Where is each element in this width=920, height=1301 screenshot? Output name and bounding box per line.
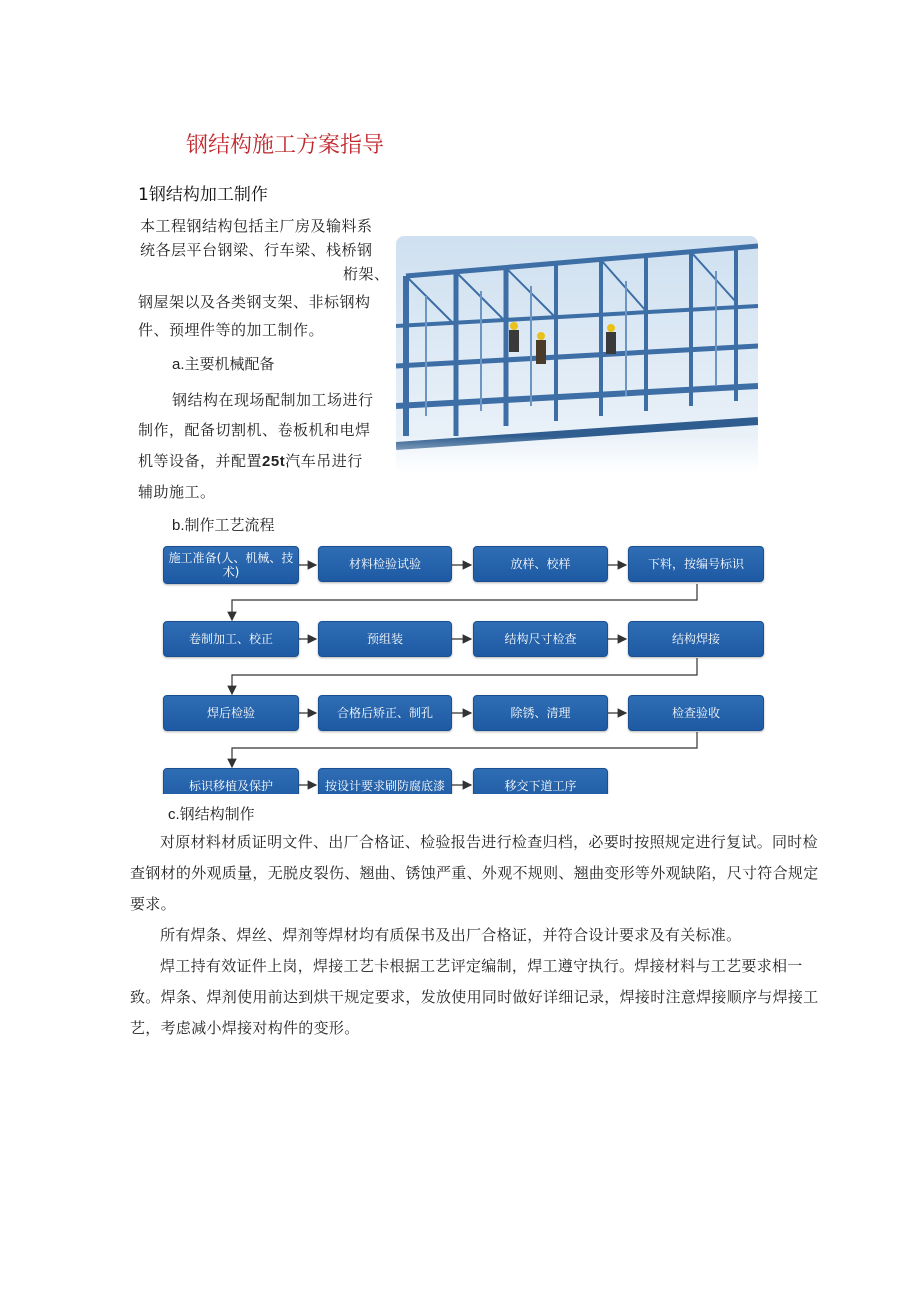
- flow-step-primer-coating: 按设计要求刷防腐底漆: [318, 768, 452, 794]
- subheading-a-label: 主要机械配备: [184, 355, 275, 373]
- flow-step-post-weld-inspection: 焊后检验: [163, 695, 299, 731]
- subheading-b-label: 制作工艺流程: [184, 516, 275, 534]
- flow-step-correction-drilling: 合格后矫正、制孔: [318, 695, 452, 731]
- intro-line-4: 钢屋架以及各类钢支架、非标钢构: [138, 293, 371, 311]
- para-a-line-4: 辅助施工。: [138, 483, 216, 501]
- flow-step-material-test: 材料检验试验: [318, 546, 452, 582]
- subheading-c: [168, 803, 255, 824]
- crane-tonnage: 25t: [262, 453, 286, 470]
- flow-step-preparation: 施工准备(人、机械、技术): [163, 546, 299, 584]
- page-title: 钢结构施工方案指导: [186, 133, 385, 158]
- subheading-b: [172, 514, 275, 535]
- intro-line-1: 本工程钢结构包括主厂房及输料系: [140, 217, 373, 235]
- para-a-line-3: [138, 446, 363, 477]
- intro-line-2: 统各层平台钢梁、行车梁、栈桥钢: [140, 241, 373, 259]
- intro-line-3: 桁架、: [343, 265, 390, 283]
- subheading-c-marker: c.: [168, 806, 180, 823]
- intro-line-5: 件、预埋件等的加工制作。: [138, 321, 325, 339]
- flow-step-layout: 放样、校样: [473, 546, 608, 582]
- flow-step-rolling: 卷制加工、校正: [163, 621, 299, 657]
- paragraph-material-check: 对原材料材质证明文件、出厂合格证、检验报告进行检查归档，必要时按照规定进行复试。同时检查钢材的外观质量，无脱皮裂伤、翘曲、锈蚀严重、外观不规则、翘曲变形等外观缺陷，尺寸符合规定要求。: [130, 833, 819, 913]
- flow-step-acceptance: 检查验收: [628, 695, 764, 731]
- flow-step-marking-protection: 标识移植及保护: [163, 768, 299, 794]
- flow-step-derusting: 除锈、清理: [473, 695, 608, 731]
- paragraph-welder-requirements: 焊工持有效证件上岗，焊接工艺卡根据工艺评定编制，焊工遵守执行。焊接材料与工艺要求相一致。焊条、焊剂使用前达到烘干规定要求，发放使用同时做好详细记录，焊接时注意焊接顺序与焊接工艺，考虑减小焊接对构件的变形。: [130, 957, 819, 1037]
- flow-step-preassembly: 预组装: [318, 621, 452, 657]
- subheading-a: [172, 353, 275, 374]
- flow-step-welding: 结构焊接: [628, 621, 764, 657]
- flow-step-cutting: 下料，按编号标识: [628, 546, 764, 582]
- para-a-line-3-post: 汽车吊进行: [285, 452, 363, 470]
- subheading-b-marker: b.: [172, 517, 185, 534]
- flow-step-dimension-check: 结构尺寸检查: [473, 621, 608, 657]
- section-heading: 1钢结构加工制作: [138, 185, 268, 205]
- para-a-line-3-pre: 机等设备，并配置: [138, 452, 263, 470]
- flow-step-handover: 移交下道工序: [473, 768, 608, 794]
- paragraph-welding-materials: 所有焊条、焊丝、焊剂等焊材均有质保书及出厂合格证，并符合设计要求及有关标准。: [160, 926, 742, 944]
- steel-structure-photo: [396, 236, 758, 474]
- subheading-a-marker: a.: [172, 356, 185, 373]
- para-a-line-1: 钢结构在现场配制加工场进行: [172, 391, 374, 409]
- process-flow-chart: [160, 540, 766, 794]
- para-a-line-2: 制作，配备切割机、卷板机和电焊: [138, 421, 371, 439]
- subheading-c-label: 钢结构制作: [179, 805, 255, 823]
- fabrication-body: [130, 827, 820, 1044]
